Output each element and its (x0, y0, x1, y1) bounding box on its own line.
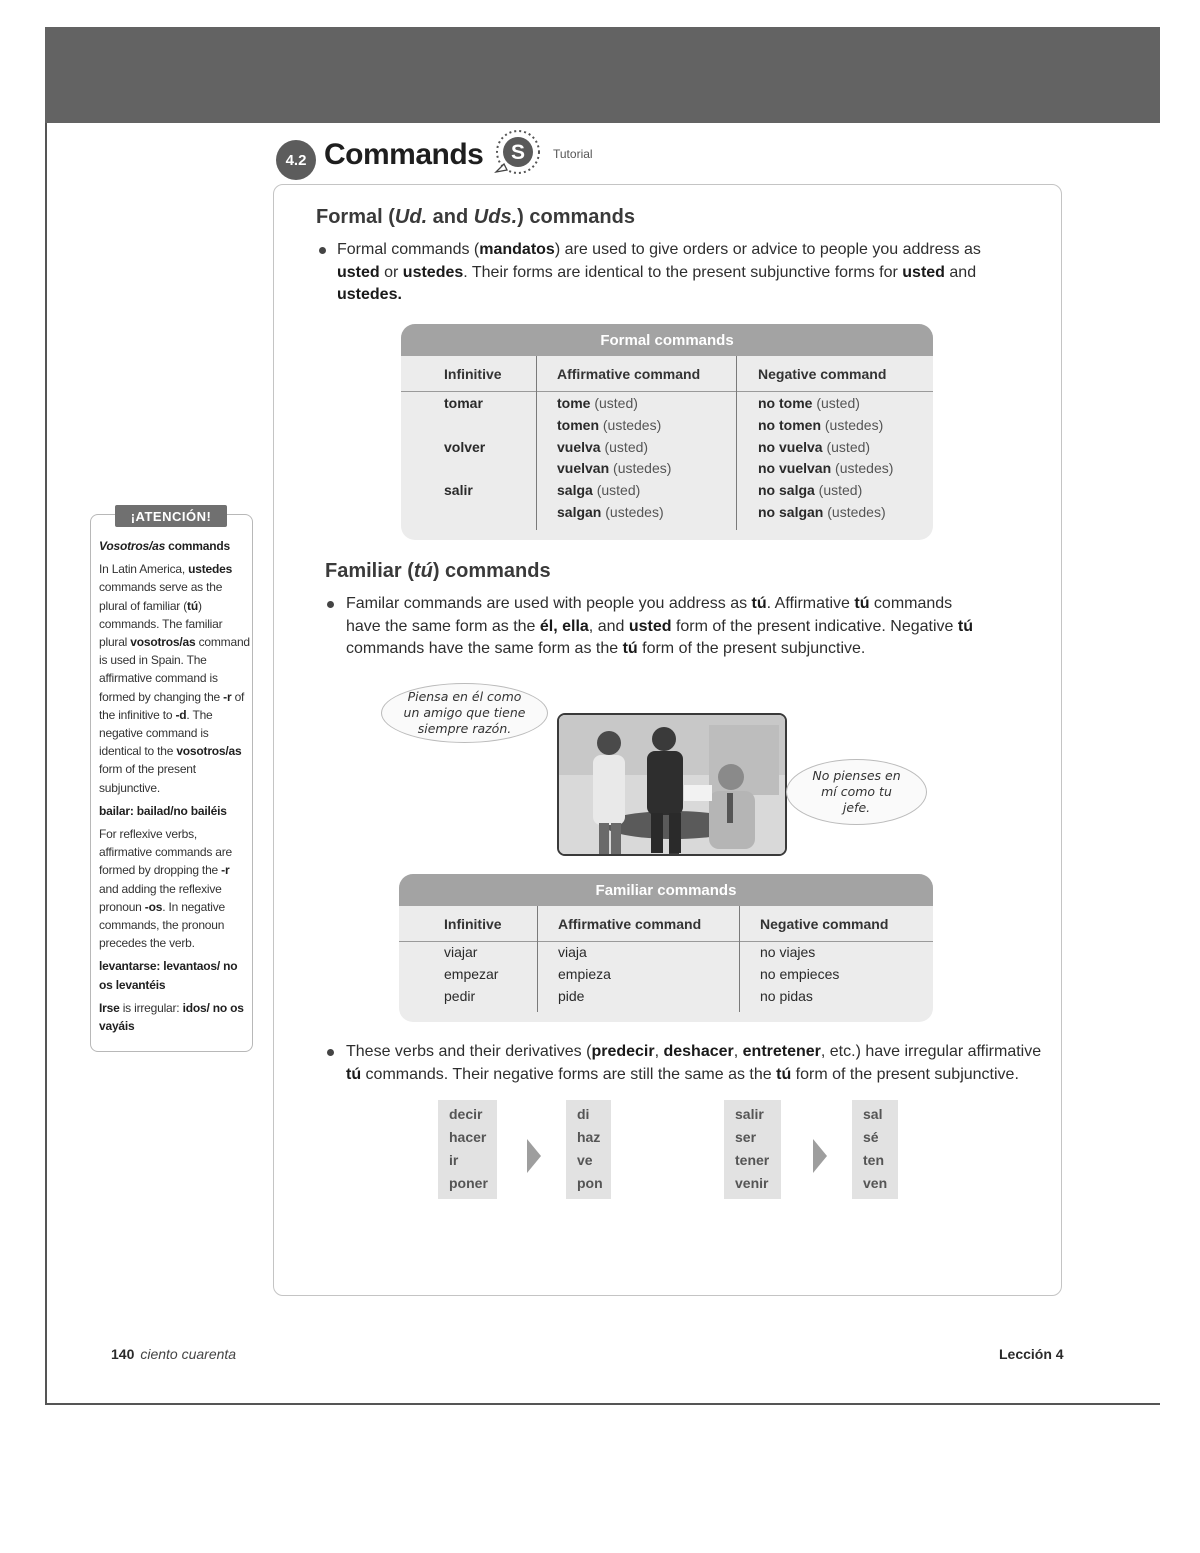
sidebar-paragraph (99, 802, 251, 820)
text-run: ustedes. (337, 286, 402, 303)
irregular-commands-group-1 (566, 1100, 611, 1199)
text-run: él, ella (539, 617, 589, 635)
lesson-label: Lección 4 (999, 1346, 1064, 1362)
text-run: form of the present subjunctive. (99, 762, 196, 795)
verb-item: tener (735, 1152, 770, 1168)
text-run: commands have the same form as the (346, 595, 953, 635)
infinitive-cell-text: tomar (444, 395, 483, 411)
bullet-icon (327, 1049, 334, 1056)
page-number: 140 (111, 1346, 135, 1362)
text-run: tú (346, 1065, 362, 1083)
section-number-badge: 4.2 (276, 140, 316, 180)
infinitive-cell-text: viajar (444, 944, 478, 960)
bullet-icon (327, 601, 334, 608)
text-run: commands (165, 539, 230, 553)
text-run: tú (854, 595, 870, 612)
text-run: In Latin America, (99, 562, 189, 577)
negative-cell-text: no tome (758, 395, 813, 411)
speech-bubble-left (381, 683, 548, 743)
negative-cell-text: no pidas (760, 988, 813, 1004)
negative-cell-pronoun: (ustedes) (821, 416, 884, 433)
verb-item: di (577, 1106, 590, 1122)
formal-table-header (401, 356, 933, 392)
negative-cell-text: no empieces (760, 966, 840, 982)
formal-commands-paragraph (337, 239, 987, 307)
text-run: ustedes (402, 263, 464, 281)
arrow-right-icon (813, 1139, 827, 1173)
formal-table-title: Formal commands (401, 324, 933, 356)
infinitive-cell (444, 986, 475, 1008)
negative-cell (758, 393, 860, 415)
affirmative-cell-text: viaja (558, 944, 587, 960)
infinitive-cell (444, 437, 485, 459)
text-run: -r (221, 863, 230, 878)
page-footer-left (111, 1346, 236, 1362)
sidebar-paragraph (99, 957, 251, 993)
negative-cell-pronoun: (usted) (814, 482, 863, 499)
text-run: -r (223, 689, 232, 704)
text-run: tú (776, 1065, 792, 1083)
affirmative-cell (558, 986, 584, 1008)
verb-item: ser (735, 1129, 757, 1145)
text-run: , (733, 1043, 743, 1060)
tutorial-label[interactable]: Tutorial (553, 147, 593, 161)
negative-cell (758, 502, 886, 524)
familiar-commands-table (399, 874, 933, 1022)
text-run: . In negative commands, the pronoun precedes the verb. (99, 899, 225, 951)
header-affirmative: Affirmative command (558, 916, 702, 932)
atencion-tag: ¡ATENCIÓN! (115, 505, 227, 527)
speech-bubble-right (786, 759, 927, 825)
header-infinitive: Infinitive (444, 916, 502, 932)
negative-cell (760, 942, 815, 964)
text-run: commands serve as the plural of familiar ( (99, 580, 223, 613)
text-run: ) commands. The familiar plural (99, 598, 223, 650)
text-run: Vosotros/as (99, 539, 166, 553)
verb-item: salir (735, 1106, 764, 1122)
text-run: , (654, 1043, 664, 1060)
irregular-commands-group-2 (852, 1100, 898, 1199)
text-run: commands have the same form as the (346, 640, 623, 657)
affirmative-cell-text: salgan (557, 504, 602, 520)
text-run: usted (628, 617, 672, 635)
text-run: , etc.) have irregular affirmative (820, 1043, 1042, 1060)
verb-item: pon (577, 1175, 603, 1191)
text-run: tú (751, 595, 767, 612)
irregular-infinitives-group-2 (724, 1100, 781, 1199)
affirmative-cell-text: vuelvan (557, 460, 610, 477)
text-run: For reflexive verbs, affirmative commands are formed by dropping the (99, 827, 233, 878)
text-run: and adding the reflexive pronoun (99, 881, 222, 914)
tutorial-icon-letter: S (510, 141, 526, 164)
text-run: commands. Their negative forms are still the same as the (361, 1065, 777, 1083)
verb-item: venir (735, 1175, 769, 1191)
affirmative-cell-text: tome (557, 395, 591, 411)
page-number-words: ciento cuarenta (140, 1346, 237, 1362)
sidebar-paragraph (99, 825, 251, 952)
verb-item: ir (449, 1152, 459, 1168)
negative-cell-pronoun: (ustedes) (831, 460, 894, 477)
text-run: or (379, 263, 403, 281)
tutorial-icon[interactable] (490, 128, 548, 180)
negative-cell (758, 458, 893, 480)
atencion-text (99, 537, 251, 1040)
negative-cell-text: no viajes (760, 944, 816, 960)
infinitive-cell-text: salir (444, 482, 473, 499)
negative-cell-text: no tomen (758, 416, 821, 433)
verb-item: hacer (449, 1129, 487, 1145)
text-run: vosotros/as (130, 635, 196, 650)
text-run: These verbs and their derivatives ( (346, 1043, 592, 1060)
bubble-right-line: jefe. (842, 800, 871, 815)
affirmative-cell-pronoun: (usted) (600, 438, 649, 455)
negative-cell-pronoun: (ustedes) (823, 504, 886, 520)
text-run: idos/ no os vayáis (99, 1000, 244, 1034)
familiar-commands-paragraph (346, 593, 986, 661)
affirmative-cell-text: salga (557, 482, 593, 499)
verb-item: poner (449, 1175, 488, 1191)
column-divider (537, 906, 538, 1012)
negative-cell-pronoun: (usted) (812, 395, 860, 411)
affirmative-cell (557, 458, 671, 480)
affirmative-cell-pronoun: (usted) (590, 395, 638, 411)
header-negative: Negative command (760, 916, 889, 932)
text-run: levantarse: levantaos/ no os levantéis (99, 959, 238, 992)
negative-cell (760, 986, 813, 1008)
text-run: Formal commands ( (337, 241, 480, 258)
negative-cell (758, 480, 862, 502)
infinitive-cell (444, 942, 477, 964)
affirmative-cell (557, 480, 640, 502)
irregular-infinitives-group-1 (438, 1100, 497, 1199)
verb-item: haz (577, 1129, 601, 1145)
text-run: form of the present subjunctive. (791, 1065, 1019, 1083)
column-divider (536, 356, 537, 530)
affirmative-cell-pronoun: (ustedes) (599, 416, 662, 433)
verb-item: sé (863, 1129, 879, 1145)
bubble-left-line: Piensa en él como (407, 689, 522, 704)
bubble-right-line: mí como tu (821, 784, 892, 799)
affirmative-cell-pronoun: (ustedes) (601, 504, 664, 520)
text-run: usted (902, 263, 945, 281)
negative-cell (758, 437, 870, 459)
header-infinitive: Infinitive (444, 366, 502, 382)
text-run: , and (588, 617, 629, 635)
verb-item: decir (449, 1106, 483, 1122)
infinitive-cell (444, 964, 498, 986)
text-run: . Affirmative (766, 595, 855, 612)
arrow-right-icon (527, 1139, 541, 1173)
text-run: ) are used to give orders or advice to people you address as (554, 241, 981, 258)
text-run: bailar: bailad/no bailéis (99, 803, 227, 818)
negative-cell-text: no vuelvan (758, 460, 832, 477)
text-run: form of the present subjunctive. (637, 640, 866, 657)
header-affirmative: Affirmative command (557, 366, 701, 382)
infinitive-cell-text: pedir (444, 988, 476, 1004)
affirmative-cell-text: pide (558, 988, 585, 1004)
affirmative-cell (557, 437, 648, 459)
text-run: Irse (99, 1000, 120, 1015)
text-run: usted (337, 263, 380, 281)
sidebar-paragraph (99, 560, 251, 797)
sidebar-paragraph (99, 537, 251, 555)
text-run: is irregular: (119, 1000, 183, 1015)
text-run: of the infinitive to (99, 689, 245, 722)
column-divider (736, 356, 737, 530)
affirmative-cell (557, 415, 661, 437)
verb-item: ven (863, 1175, 888, 1191)
text-run: vosotros/as (176, 744, 242, 759)
affirmative-cell-text: empieza (558, 966, 611, 982)
infinitive-cell (444, 393, 483, 415)
affirmative-cell-text: vuelva (557, 438, 601, 455)
infinitive-cell-text: volver (444, 438, 486, 455)
infinitive-cell (444, 480, 473, 502)
affirmative-cell-pronoun: (usted) (592, 482, 641, 499)
text-run: mandatos (479, 241, 555, 258)
infinitive-cell-text: empezar (444, 966, 499, 982)
section-title: Commands (324, 138, 484, 171)
bubble-right-line: No pienses en (812, 768, 901, 783)
negative-cell-pronoun: (usted) (822, 438, 871, 455)
text-run: and (944, 263, 977, 281)
office-photo (557, 713, 787, 856)
text-run: Familar commands are used with people you address as (346, 595, 752, 612)
familiar-table-header (399, 906, 933, 942)
text-run: tú (957, 617, 973, 635)
text-run: tú (187, 598, 198, 613)
bullet-icon (319, 247, 326, 254)
text-run: form of the present indicative. Negative (671, 617, 958, 635)
verb-item: sal (863, 1106, 883, 1122)
header-negative: Negative command (758, 366, 887, 382)
text-run: tú (622, 640, 638, 657)
affirmative-cell-text: tomen (557, 416, 599, 433)
verb-item: ve (577, 1152, 593, 1168)
text-run: command is used in Spain. The affirmative command is formed by changing the (99, 635, 250, 704)
negative-cell (760, 964, 839, 986)
text-run: -os (144, 899, 163, 914)
sidebar-paragraph (99, 999, 251, 1035)
bubble-left-line: un amigo que tiene (403, 705, 526, 720)
affirmative-cell-pronoun: (ustedes) (609, 460, 672, 477)
negative-cell-text: no salgan (758, 504, 824, 520)
text-run: ustedes (188, 562, 233, 577)
header-band (45, 27, 1160, 123)
affirmative-cell (557, 393, 638, 415)
text-run: predecir (591, 1043, 655, 1060)
text-run: -d (175, 707, 187, 722)
irregular-commands-paragraph (346, 1041, 1052, 1086)
affirmative-cell (558, 942, 587, 964)
negative-cell-text: no vuelva (758, 438, 823, 455)
formal-commands-heading: Formal (Ud. and Uds.) commands (316, 206, 635, 228)
familiar-table-title: Familiar commands (399, 874, 933, 906)
bubble-left-line: siempre razón. (417, 721, 512, 736)
affirmative-cell (558, 964, 611, 986)
negative-cell (758, 415, 883, 437)
text-run: . Their forms are identical to the present subjunctive forms for (463, 263, 903, 281)
text-run: deshacer (663, 1043, 734, 1060)
formal-commands-table (401, 324, 933, 540)
text-run: entretener (742, 1043, 821, 1060)
column-divider (739, 906, 740, 1012)
familiar-commands-heading: Familiar (tú) commands (325, 560, 551, 582)
affirmative-cell (557, 502, 664, 524)
negative-cell-text: no salga (758, 482, 815, 499)
verb-item: ten (863, 1152, 884, 1168)
text-run: . The negative command is identical to the (99, 707, 213, 759)
